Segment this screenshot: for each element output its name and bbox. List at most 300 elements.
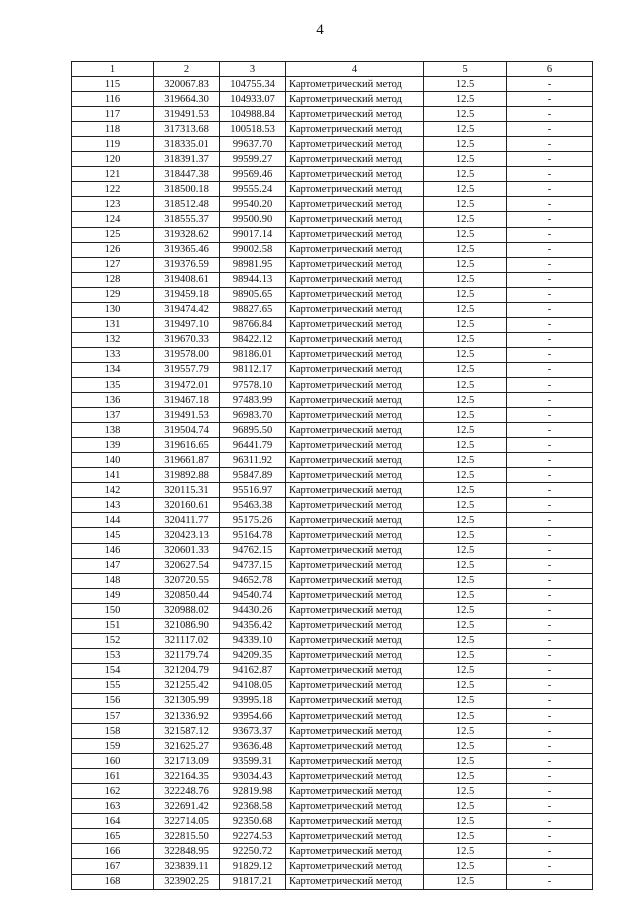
point-number-cell: 154 <box>72 663 154 678</box>
y-coordinate-cell: 92368.58 <box>220 799 286 814</box>
x-coordinate-cell: 321204.79 <box>154 663 220 678</box>
column-header: 1 <box>72 62 154 77</box>
note-cell: - <box>507 769 593 784</box>
y-coordinate-cell: 96441.79 <box>220 438 286 453</box>
method-cell: Картометрический метод <box>286 829 424 844</box>
table-row <box>72 543 593 558</box>
method-cell: Картометрический метод <box>286 227 424 242</box>
y-coordinate-cell: 94762.15 <box>220 543 286 558</box>
x-coordinate-cell: 318555.37 <box>154 212 220 227</box>
accuracy-cell: 12.5 <box>424 663 507 678</box>
table-row <box>72 287 593 302</box>
note-cell: - <box>507 408 593 423</box>
point-number-cell: 149 <box>72 588 154 603</box>
y-coordinate-cell: 94540.74 <box>220 588 286 603</box>
y-coordinate-cell: 98905.65 <box>220 287 286 302</box>
point-number-cell: 136 <box>72 393 154 408</box>
accuracy-cell: 12.5 <box>424 573 507 588</box>
y-coordinate-cell: 98981.95 <box>220 257 286 272</box>
table-row <box>72 182 593 197</box>
table-row <box>72 438 593 453</box>
coordinates-table <box>71 61 593 890</box>
method-cell: Картометрический метод <box>286 844 424 859</box>
accuracy-cell: 12.5 <box>424 227 507 242</box>
point-number-cell: 159 <box>72 739 154 754</box>
table-row <box>72 468 593 483</box>
point-number-cell: 162 <box>72 784 154 799</box>
point-number-cell: 135 <box>72 377 154 392</box>
point-number-cell: 127 <box>72 257 154 272</box>
column-header: 2 <box>154 62 220 77</box>
table-row <box>72 573 593 588</box>
note-cell: - <box>507 332 593 347</box>
y-coordinate-cell: 95164.78 <box>220 528 286 543</box>
accuracy-cell: 12.5 <box>424 272 507 287</box>
accuracy-cell: 12.5 <box>424 874 507 889</box>
y-coordinate-cell: 99555.24 <box>220 182 286 197</box>
method-cell: Картометрический метод <box>286 724 424 739</box>
point-number-cell: 155 <box>72 678 154 693</box>
accuracy-cell: 12.5 <box>424 678 507 693</box>
accuracy-cell: 12.5 <box>424 92 507 107</box>
table-row <box>72 227 593 242</box>
y-coordinate-cell: 99002.58 <box>220 242 286 257</box>
y-coordinate-cell: 93995.18 <box>220 693 286 708</box>
method-cell: Картометрический метод <box>286 588 424 603</box>
method-cell: Картометрический метод <box>286 483 424 498</box>
y-coordinate-cell: 95175.26 <box>220 513 286 528</box>
x-coordinate-cell: 319376.59 <box>154 257 220 272</box>
accuracy-cell: 12.5 <box>424 498 507 513</box>
y-coordinate-cell: 104755.34 <box>220 77 286 92</box>
y-coordinate-cell: 98422.12 <box>220 332 286 347</box>
x-coordinate-cell: 319664.30 <box>154 92 220 107</box>
note-cell: - <box>507 423 593 438</box>
accuracy-cell: 12.5 <box>424 362 507 377</box>
point-number-cell: 157 <box>72 709 154 724</box>
y-coordinate-cell: 94356.42 <box>220 618 286 633</box>
table-row <box>72 408 593 423</box>
x-coordinate-cell: 320067.83 <box>154 77 220 92</box>
point-number-cell: 118 <box>72 122 154 137</box>
table-row <box>72 693 593 708</box>
x-coordinate-cell: 319459.18 <box>154 287 220 302</box>
point-number-cell: 150 <box>72 603 154 618</box>
point-number-cell: 158 <box>72 724 154 739</box>
y-coordinate-cell: 99540.20 <box>220 197 286 212</box>
note-cell: - <box>507 107 593 122</box>
y-coordinate-cell: 98186.01 <box>220 347 286 362</box>
table-row <box>72 167 593 182</box>
table-row <box>72 362 593 377</box>
y-coordinate-cell: 95847.89 <box>220 468 286 483</box>
accuracy-cell: 12.5 <box>424 618 507 633</box>
method-cell: Картометрический метод <box>286 77 424 92</box>
note-cell: - <box>507 212 593 227</box>
accuracy-cell: 12.5 <box>424 393 507 408</box>
method-cell: Картометрический метод <box>286 573 424 588</box>
note-cell: - <box>507 814 593 829</box>
y-coordinate-cell: 91817.21 <box>220 874 286 889</box>
note-cell: - <box>507 648 593 663</box>
note-cell: - <box>507 393 593 408</box>
x-coordinate-cell: 321713.09 <box>154 754 220 769</box>
method-cell: Картометрический метод <box>286 393 424 408</box>
note-cell: - <box>507 302 593 317</box>
note-cell: - <box>507 678 593 693</box>
point-number-cell: 141 <box>72 468 154 483</box>
accuracy-cell: 12.5 <box>424 829 507 844</box>
method-cell: Картометрический метод <box>286 212 424 227</box>
method-cell: Картометрический метод <box>286 122 424 137</box>
point-number-cell: 160 <box>72 754 154 769</box>
table-row <box>72 257 593 272</box>
accuracy-cell: 12.5 <box>424 844 507 859</box>
table-row <box>72 799 593 814</box>
accuracy-cell: 12.5 <box>424 317 507 332</box>
method-cell: Картометрический метод <box>286 678 424 693</box>
x-coordinate-cell: 322691.42 <box>154 799 220 814</box>
x-coordinate-cell: 319472.01 <box>154 377 220 392</box>
x-coordinate-cell: 319491.53 <box>154 408 220 423</box>
method-cell: Картометрический метод <box>286 558 424 573</box>
table-row <box>72 678 593 693</box>
y-coordinate-cell: 96983.70 <box>220 408 286 423</box>
y-coordinate-cell: 98944.13 <box>220 272 286 287</box>
y-coordinate-cell: 94737.15 <box>220 558 286 573</box>
note-cell: - <box>507 257 593 272</box>
x-coordinate-cell: 321625.27 <box>154 739 220 754</box>
method-cell: Картометрический метод <box>286 197 424 212</box>
accuracy-cell: 12.5 <box>424 603 507 618</box>
table-row <box>72 633 593 648</box>
method-cell: Картометрический метод <box>286 769 424 784</box>
method-cell: Картометрический метод <box>286 618 424 633</box>
point-number-cell: 140 <box>72 453 154 468</box>
note-cell: - <box>507 498 593 513</box>
table-row <box>72 769 593 784</box>
table-row <box>72 784 593 799</box>
y-coordinate-cell: 99599.27 <box>220 152 286 167</box>
y-coordinate-cell: 94430.26 <box>220 603 286 618</box>
note-cell: - <box>507 784 593 799</box>
x-coordinate-cell: 320160.61 <box>154 498 220 513</box>
table-row <box>72 197 593 212</box>
accuracy-cell: 12.5 <box>424 438 507 453</box>
point-number-cell: 164 <box>72 814 154 829</box>
note-cell: - <box>507 558 593 573</box>
table-row <box>72 137 593 152</box>
x-coordinate-cell: 318512.48 <box>154 197 220 212</box>
x-coordinate-cell: 322848.95 <box>154 844 220 859</box>
accuracy-cell: 12.5 <box>424 528 507 543</box>
note-cell: - <box>507 573 593 588</box>
y-coordinate-cell: 93636.48 <box>220 739 286 754</box>
method-cell: Картометрический метод <box>286 438 424 453</box>
column-header: 5 <box>424 62 507 77</box>
y-coordinate-cell: 93034.43 <box>220 769 286 784</box>
note-cell: - <box>507 197 593 212</box>
method-cell: Картометрический метод <box>286 603 424 618</box>
point-number-cell: 166 <box>72 844 154 859</box>
x-coordinate-cell: 319491.53 <box>154 107 220 122</box>
column-header: 4 <box>286 62 424 77</box>
method-cell: Картометрический метод <box>286 648 424 663</box>
x-coordinate-cell: 320627.54 <box>154 558 220 573</box>
accuracy-cell: 12.5 <box>424 814 507 829</box>
y-coordinate-cell: 95463.38 <box>220 498 286 513</box>
note-cell: - <box>507 844 593 859</box>
point-number-cell: 120 <box>72 152 154 167</box>
method-cell: Картометрический метод <box>286 784 424 799</box>
table-row <box>72 453 593 468</box>
x-coordinate-cell: 319365.46 <box>154 242 220 257</box>
point-number-cell: 152 <box>72 633 154 648</box>
x-coordinate-cell: 319616.65 <box>154 438 220 453</box>
method-cell: Картометрический метод <box>286 543 424 558</box>
accuracy-cell: 12.5 <box>424 287 507 302</box>
point-number-cell: 122 <box>72 182 154 197</box>
table-row <box>72 483 593 498</box>
table-row <box>72 558 593 573</box>
point-number-cell: 137 <box>72 408 154 423</box>
accuracy-cell: 12.5 <box>424 182 507 197</box>
method-cell: Картометрический метод <box>286 377 424 392</box>
accuracy-cell: 12.5 <box>424 408 507 423</box>
accuracy-cell: 12.5 <box>424 257 507 272</box>
note-cell: - <box>507 347 593 362</box>
note-cell: - <box>507 859 593 874</box>
table-row <box>72 874 593 889</box>
table-row <box>72 377 593 392</box>
note-cell: - <box>507 377 593 392</box>
y-coordinate-cell: 94209.35 <box>220 648 286 663</box>
table-row <box>72 814 593 829</box>
y-coordinate-cell: 98112.17 <box>220 362 286 377</box>
accuracy-cell: 12.5 <box>424 543 507 558</box>
x-coordinate-cell: 319557.79 <box>154 362 220 377</box>
y-coordinate-cell: 92350.68 <box>220 814 286 829</box>
table-row <box>72 423 593 438</box>
table-row <box>72 844 593 859</box>
point-number-cell: 153 <box>72 648 154 663</box>
x-coordinate-cell: 321086.90 <box>154 618 220 633</box>
method-cell: Картометрический метод <box>286 513 424 528</box>
point-number-cell: 139 <box>72 438 154 453</box>
y-coordinate-cell: 98827.65 <box>220 302 286 317</box>
accuracy-cell: 12.5 <box>424 167 507 182</box>
table-row <box>72 709 593 724</box>
x-coordinate-cell: 321255.42 <box>154 678 220 693</box>
column-header: 6 <box>507 62 593 77</box>
x-coordinate-cell: 319474.42 <box>154 302 220 317</box>
note-cell: - <box>507 724 593 739</box>
method-cell: Картометрический метод <box>286 257 424 272</box>
x-coordinate-cell: 320988.02 <box>154 603 220 618</box>
table-row <box>72 859 593 874</box>
accuracy-cell: 12.5 <box>424 377 507 392</box>
method-cell: Картометрический метод <box>286 528 424 543</box>
x-coordinate-cell: 318500.18 <box>154 182 220 197</box>
accuracy-cell: 12.5 <box>424 302 507 317</box>
note-cell: - <box>507 137 593 152</box>
x-coordinate-cell: 319467.18 <box>154 393 220 408</box>
method-cell: Картометрический метод <box>286 332 424 347</box>
method-cell: Картометрический метод <box>286 709 424 724</box>
table-row <box>72 332 593 347</box>
accuracy-cell: 12.5 <box>424 468 507 483</box>
y-coordinate-cell: 93673.37 <box>220 724 286 739</box>
x-coordinate-cell: 319661.87 <box>154 453 220 468</box>
method-cell: Картометрический метод <box>286 408 424 423</box>
note-cell: - <box>507 317 593 332</box>
note-cell: - <box>507 242 593 257</box>
point-number-cell: 138 <box>72 423 154 438</box>
accuracy-cell: 12.5 <box>424 558 507 573</box>
point-number-cell: 130 <box>72 302 154 317</box>
accuracy-cell: 12.5 <box>424 693 507 708</box>
accuracy-cell: 12.5 <box>424 77 507 92</box>
x-coordinate-cell: 318447.38 <box>154 167 220 182</box>
note-cell: - <box>507 588 593 603</box>
method-cell: Картометрический метод <box>286 317 424 332</box>
page-number: 4 <box>316 22 324 38</box>
note-cell: - <box>507 693 593 708</box>
accuracy-cell: 12.5 <box>424 633 507 648</box>
note-cell: - <box>507 468 593 483</box>
table-row <box>72 498 593 513</box>
table-row <box>72 393 593 408</box>
table-row <box>72 302 593 317</box>
point-number-cell: 132 <box>72 332 154 347</box>
table-row <box>72 588 593 603</box>
x-coordinate-cell: 318391.37 <box>154 152 220 167</box>
table-row <box>72 528 593 543</box>
point-number-cell: 161 <box>72 769 154 784</box>
accuracy-cell: 12.5 <box>424 709 507 724</box>
note-cell: - <box>507 362 593 377</box>
x-coordinate-cell: 321587.12 <box>154 724 220 739</box>
x-coordinate-cell: 320850.44 <box>154 588 220 603</box>
x-coordinate-cell: 323902.25 <box>154 874 220 889</box>
y-coordinate-cell: 104988.84 <box>220 107 286 122</box>
method-cell: Картометрический метод <box>286 498 424 513</box>
method-cell: Картометрический метод <box>286 814 424 829</box>
y-coordinate-cell: 94162.87 <box>220 663 286 678</box>
method-cell: Картометрический метод <box>286 272 424 287</box>
accuracy-cell: 12.5 <box>424 648 507 663</box>
point-number-cell: 144 <box>72 513 154 528</box>
table-row <box>72 618 593 633</box>
method-cell: Картометрический метод <box>286 663 424 678</box>
point-number-cell: 128 <box>72 272 154 287</box>
y-coordinate-cell: 92250.72 <box>220 844 286 859</box>
accuracy-cell: 12.5 <box>424 212 507 227</box>
point-number-cell: 146 <box>72 543 154 558</box>
point-number-cell: 131 <box>72 317 154 332</box>
point-number-cell: 129 <box>72 287 154 302</box>
table-row <box>72 663 593 678</box>
point-number-cell: 133 <box>72 347 154 362</box>
point-number-cell: 165 <box>72 829 154 844</box>
y-coordinate-cell: 94652.78 <box>220 573 286 588</box>
point-number-cell: 142 <box>72 483 154 498</box>
point-number-cell: 168 <box>72 874 154 889</box>
note-cell: - <box>507 453 593 468</box>
note-cell: - <box>507 152 593 167</box>
table-row <box>72 603 593 618</box>
note-cell: - <box>507 483 593 498</box>
accuracy-cell: 12.5 <box>424 769 507 784</box>
y-coordinate-cell: 94339.10 <box>220 633 286 648</box>
x-coordinate-cell: 317313.68 <box>154 122 220 137</box>
note-cell: - <box>507 438 593 453</box>
point-number-cell: 147 <box>72 558 154 573</box>
method-cell: Картометрический метод <box>286 453 424 468</box>
point-number-cell: 151 <box>72 618 154 633</box>
y-coordinate-cell: 94108.05 <box>220 678 286 693</box>
note-cell: - <box>507 287 593 302</box>
y-coordinate-cell: 98766.84 <box>220 317 286 332</box>
point-number-cell: 163 <box>72 799 154 814</box>
x-coordinate-cell: 321336.92 <box>154 709 220 724</box>
y-coordinate-cell: 104933.07 <box>220 92 286 107</box>
accuracy-cell: 12.5 <box>424 513 507 528</box>
point-number-cell: 121 <box>72 167 154 182</box>
note-cell: - <box>507 754 593 769</box>
y-coordinate-cell: 99017.14 <box>220 227 286 242</box>
point-number-cell: 167 <box>72 859 154 874</box>
x-coordinate-cell: 319497.10 <box>154 317 220 332</box>
method-cell: Картометрический метод <box>286 468 424 483</box>
column-header: 3 <box>220 62 286 77</box>
method-cell: Картометрический метод <box>286 423 424 438</box>
x-coordinate-cell: 322164.35 <box>154 769 220 784</box>
note-cell: - <box>507 618 593 633</box>
x-coordinate-cell: 323839.11 <box>154 859 220 874</box>
note-cell: - <box>507 874 593 889</box>
point-number-cell: 156 <box>72 693 154 708</box>
x-coordinate-cell: 318335.01 <box>154 137 220 152</box>
method-cell: Картометрический метод <box>286 152 424 167</box>
note-cell: - <box>507 227 593 242</box>
y-coordinate-cell: 92274.53 <box>220 829 286 844</box>
y-coordinate-cell: 91829.12 <box>220 859 286 874</box>
accuracy-cell: 12.5 <box>424 453 507 468</box>
accuracy-cell: 12.5 <box>424 739 507 754</box>
accuracy-cell: 12.5 <box>424 152 507 167</box>
x-coordinate-cell: 319408.61 <box>154 272 220 287</box>
note-cell: - <box>507 603 593 618</box>
point-number-cell: 117 <box>72 107 154 122</box>
note-cell: - <box>507 182 593 197</box>
x-coordinate-cell: 321117.02 <box>154 633 220 648</box>
table-row <box>72 152 593 167</box>
table-header-row <box>72 62 593 77</box>
note-cell: - <box>507 829 593 844</box>
method-cell: Картометрический метод <box>286 362 424 377</box>
method-cell: Картометрический метод <box>286 92 424 107</box>
y-coordinate-cell: 93954.66 <box>220 709 286 724</box>
x-coordinate-cell: 319328.62 <box>154 227 220 242</box>
x-coordinate-cell: 319504.74 <box>154 423 220 438</box>
x-coordinate-cell: 319670.33 <box>154 332 220 347</box>
point-number-cell: 116 <box>72 92 154 107</box>
method-cell: Картометрический метод <box>286 242 424 257</box>
accuracy-cell: 12.5 <box>424 754 507 769</box>
accuracy-cell: 12.5 <box>424 423 507 438</box>
accuracy-cell: 12.5 <box>424 483 507 498</box>
